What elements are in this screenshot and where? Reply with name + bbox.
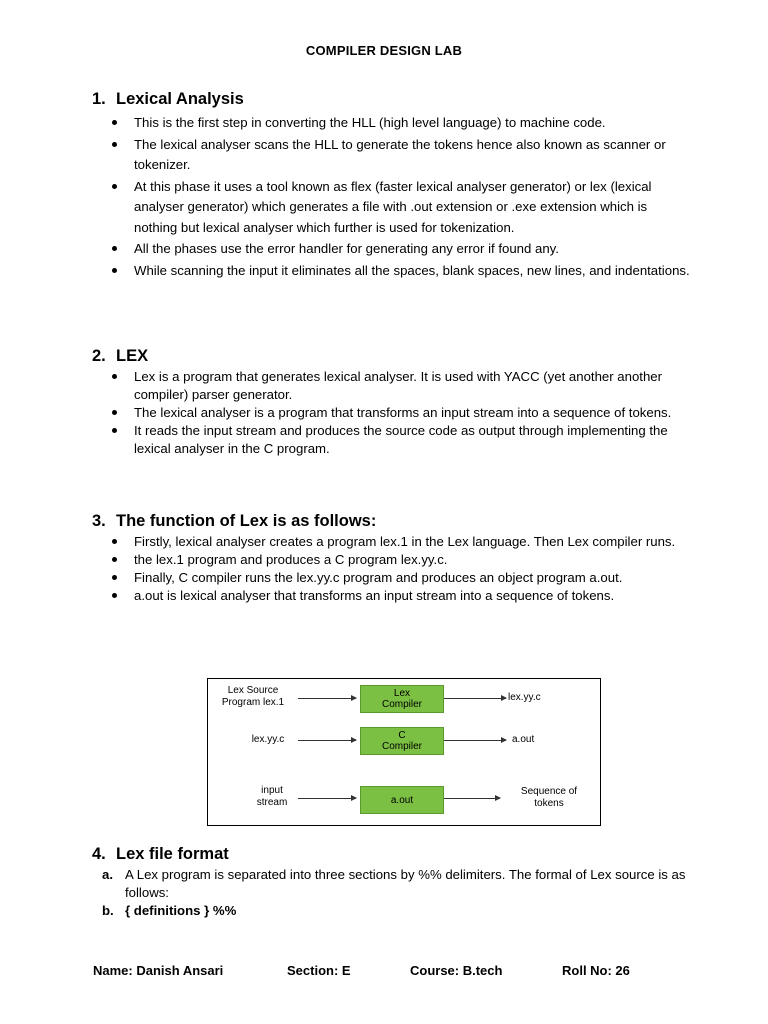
list-item: Firstly, lexical analyser creates a program lex.1 in the Lex language. Then Lex compiler runs.: [92, 533, 692, 551]
footer-section: Section: E: [287, 963, 351, 978]
section-heading: 1. Lexical Analysis: [92, 90, 244, 108]
diagram-output-label: a.out: [512, 734, 535, 745]
section-heading: 4. Lex file format: [92, 845, 229, 863]
bullet-list: [92, 368, 692, 458]
page-title: COMPILER DESIGN LAB: [305, 43, 463, 58]
lettered-list: [92, 866, 692, 920]
arrow-icon: [444, 798, 500, 799]
section-heading: 2. LEX: [92, 347, 149, 365]
section-lex-function: [92, 511, 692, 605]
arrow-icon: [298, 798, 356, 799]
list-item: The lexical analyser is a program that transforms an input stream into a sequence of tokens.: [92, 404, 692, 422]
list-item: b. { definitions } %%: [102, 903, 237, 918]
arrow-icon: [298, 698, 356, 699]
c-compiler-box: C Compiler: [360, 727, 444, 755]
bullet-list: [92, 533, 692, 605]
arrow-icon: [444, 698, 506, 699]
section-lexical-analysis: [92, 89, 692, 282]
list-item: While scanning the input it eliminates all the spaces, blank spaces, new lines, and indentations.: [92, 261, 692, 282]
diagram-input-label: input stream: [256, 785, 288, 808]
list-item: a. A Lex program is separated into three sections by %% delimiters. The formal of Lex source is as follows:: [102, 867, 686, 900]
list-item: This is the first step in converting the HLL (high level language) to machine code.: [92, 113, 692, 134]
a-out-box: a.out: [360, 786, 444, 814]
list-item: At this phase it uses a tool known as flex (faster lexical analyser generator) or lex (lexical analyser generator) which generates a file with .out extension or .exe extension which is nothing but lexical analyser which further is used for tokenization.: [92, 177, 692, 239]
lex-compiler-box: Lex Compiler: [360, 685, 444, 713]
footer-course: Course: B.tech: [410, 963, 503, 978]
footer-roll: Roll No: 26: [562, 963, 630, 978]
list-item: the lex.1 program and produces a C program lex.yy.c.: [92, 551, 692, 569]
section-lex: [92, 346, 692, 458]
arrow-icon: [298, 740, 356, 741]
list-item: a.out is lexical analyser that transforms an input stream into a sequence of tokens.: [92, 587, 692, 605]
list-item: Lex is a program that generates lexical analyser. It is used with YACC (yet another another compiler) parser generator.: [92, 368, 692, 404]
footer-name: Name: Danish Ansari: [93, 963, 224, 978]
list-item: Finally, C compiler runs the lex.yy.c program and produces an object program a.out.: [92, 569, 692, 587]
section-heading: 3. The function of Lex is as follows:: [92, 512, 377, 530]
list-item: It reads the input stream and produces the source code as output through implementing the lexical analyser in the C program.: [92, 422, 692, 458]
bullet-list: [92, 113, 692, 281]
lex-flow-diagram: [207, 678, 601, 826]
list-item: All the phases use the error handler for generating any error if found any.: [92, 239, 692, 260]
list-item: The lexical analyser scans the HLL to generate the tokens hence also known as scanner or tokenizer.: [92, 135, 692, 176]
diagram-input-label: lex.yy.c: [251, 734, 285, 745]
diagram-output-label: Sequence of tokens: [520, 786, 578, 809]
section-lex-file-format: [92, 844, 692, 920]
arrow-icon: [444, 740, 506, 741]
diagram-input-label: Lex Source Program lex.1: [221, 685, 285, 708]
diagram-output-label: lex.yy.c: [508, 692, 541, 703]
